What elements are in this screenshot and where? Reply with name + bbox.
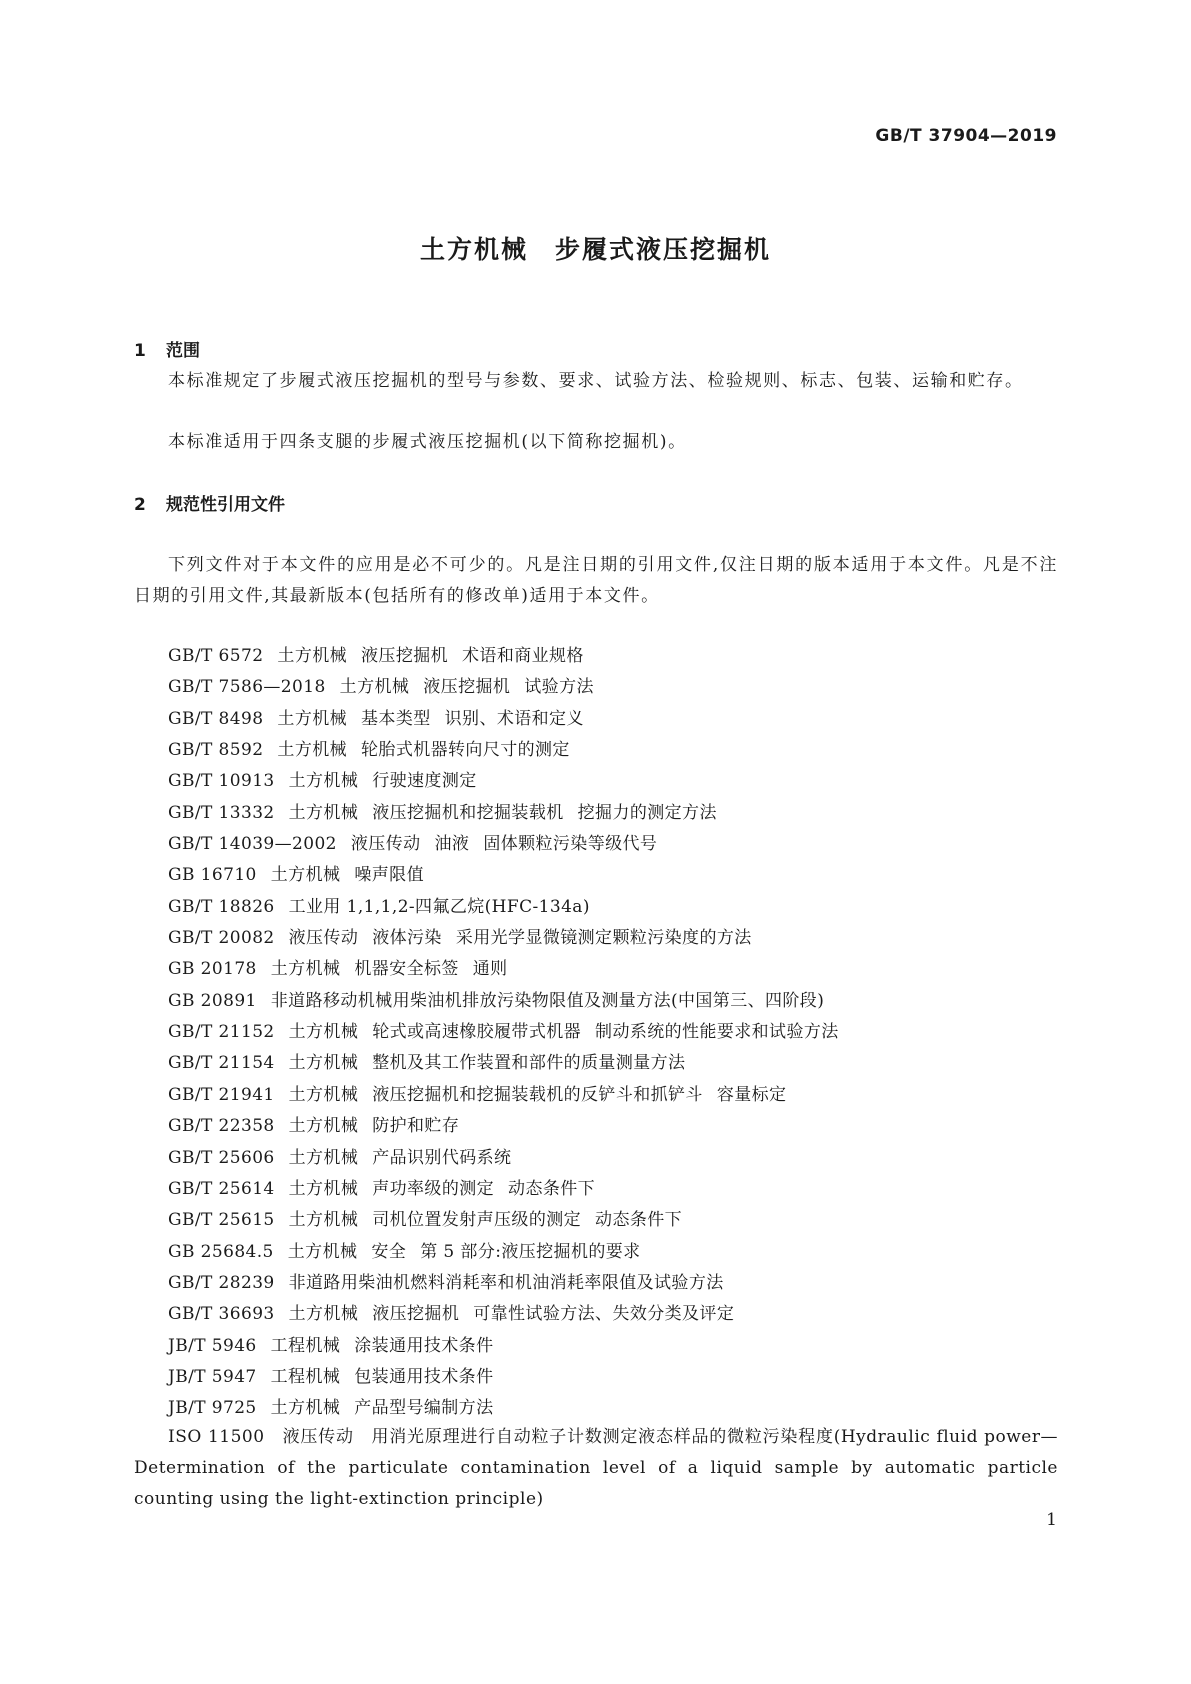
reference-item	[168, 766, 1058, 797]
reference-item	[168, 641, 1058, 672]
reference-title-part: 土方机械	[270, 959, 341, 980]
reference-item	[168, 1299, 1058, 1330]
reference-code: JB/T 5947	[168, 1366, 257, 1387]
reference-title-part: 土方机械	[288, 1022, 359, 1043]
scope-paragraph-1: 本标准规定了步履式液压挖掘机的型号与参数、要求、试验方法、检验规则、标志、包装、运输和贮存。	[168, 371, 1024, 391]
reference-code: GB/T 25606	[168, 1147, 275, 1168]
section-2-number: 2	[134, 495, 146, 515]
reference-code: GB/T 6572	[168, 646, 264, 666]
reference-title-part: 土方机械	[288, 1210, 359, 1231]
reference-title-part: 基本类型	[361, 708, 431, 729]
reference-title-part: 行驶速度测定	[372, 771, 477, 792]
reference-title-part: 第 5 部分:液压挖掘机的要求	[420, 1241, 641, 1262]
reference-list	[168, 641, 1058, 1425]
reference-item	[168, 1080, 1058, 1111]
reference-code: GB/T 21154	[168, 1053, 275, 1074]
reference-item	[168, 954, 1058, 985]
reference-code: GB/T 21152	[168, 1022, 275, 1043]
reference-title-part: 土方机械	[339, 677, 410, 698]
reference-code: GB 25684.5	[168, 1241, 274, 1262]
reference-title-part: 土方机械	[288, 1304, 359, 1325]
reference-item	[168, 1237, 1058, 1268]
reference-title-part: 液压传动	[288, 928, 359, 949]
reference-code: GB/T 28239	[168, 1272, 275, 1293]
reference-title-part: 产品型号编制方法	[354, 1398, 494, 1419]
reference-code: GB/T 25614	[168, 1178, 275, 1199]
reference-code: GB 20891	[168, 990, 257, 1011]
reference-item	[168, 1143, 1058, 1174]
reference-code: GB/T 22358	[168, 1116, 275, 1137]
reference-title-part: 液压挖掘机和挖掘装载机	[372, 802, 564, 823]
reference-title-part: 液压挖掘机	[361, 646, 449, 666]
reference-code: GB 20178	[168, 959, 257, 980]
reference-title-part: 可靠性试验方法、失效分类及评定	[473, 1304, 735, 1325]
reference-title-part: 轮式或高速橡胶履带式机器	[372, 1022, 582, 1043]
reference-code: JB/T 5946	[168, 1335, 257, 1356]
iso-reference: ISO 11500 液压传动 用消光原理进行自动粒子计数测定液态样品的微粒污染程度(Hydraulic fluid power—Determination of the particulate contamination level of a liquid sample by automatic particle counting using the light-extinction principle)	[134, 1427, 1058, 1509]
reference-title-part: 工程机械	[270, 1366, 341, 1387]
reference-title-part: 土方机械	[287, 1241, 358, 1262]
reference-title-part: 轮胎式机器转向尺寸的测定	[361, 740, 570, 761]
reference-title-part: 非道路移动机械用柴油机排放污染物限值及测量方法(中国第三、四阶段)	[270, 990, 825, 1011]
reference-code: GB/T 20082	[168, 928, 275, 949]
reference-title-part: 土方机械	[288, 1178, 359, 1199]
reference-title-part: 土方机械	[288, 1053, 359, 1074]
reference-title-part: 容量标定	[716, 1084, 787, 1105]
reference-title-part: 土方机械	[288, 1116, 359, 1137]
reference-title-part: 土方机械	[277, 708, 348, 729]
reference-title-part: 土方机械	[288, 1084, 359, 1105]
reference-code: GB/T 10913	[168, 771, 275, 792]
reference-code: GB/T 18826	[168, 896, 275, 917]
reference-title-part: 土方机械	[288, 802, 359, 823]
page-number: 1	[1046, 1510, 1057, 1530]
reference-code: GB 16710	[168, 865, 257, 886]
reference-title-part: 采用光学显微镜测定颗粒污染度的方法	[455, 928, 752, 949]
reference-title-part: 土方机械	[277, 646, 348, 666]
reference-title-part: 涂装通用技术条件	[354, 1335, 494, 1356]
reference-title-part: 液体污染	[372, 928, 442, 949]
reference-title-part: 识别、术语和定义	[444, 708, 584, 729]
reference-title-part: 安全	[371, 1241, 407, 1262]
reference-title-part: 整机及其工作装置和部件的质量测量方法	[372, 1053, 686, 1074]
reference-item	[168, 798, 1058, 829]
reference-title-part: 液压挖掘机和挖掘装载机的反铲斗和抓铲斗	[372, 1084, 703, 1105]
document-title: 土方机械 步履式液压挖掘机	[419, 235, 771, 264]
reference-title-part: 挖掘力的测定方法	[577, 802, 717, 823]
reference-title-part: 油液	[434, 834, 470, 855]
reference-title-part: 土方机械	[277, 740, 348, 761]
reference-item	[168, 1331, 1058, 1362]
reference-code: GB/T 14039—2002	[168, 834, 337, 855]
scope-paragraph-2: 本标准适用于四条支腿的步履式液压挖掘机(以下简称挖掘机)。	[168, 432, 687, 452]
reference-item	[168, 986, 1058, 1017]
reference-title-part: 土方机械	[288, 1147, 359, 1168]
reference-item	[168, 1362, 1058, 1393]
reference-item	[168, 860, 1058, 891]
reference-code: GB/T 25615	[168, 1210, 275, 1231]
reference-title-part: 土方机械	[288, 771, 359, 792]
reference-item	[168, 704, 1058, 735]
reference-title-part: 声功率级的测定	[372, 1178, 495, 1199]
reference-item	[168, 1268, 1058, 1299]
reference-title-part: 液压传动	[350, 834, 421, 855]
section-1-number: 1	[134, 341, 146, 361]
reference-code: GB/T 13332	[168, 802, 275, 823]
section-1-heading	[134, 336, 200, 361]
reference-item	[168, 735, 1058, 766]
reference-code: JB/T 9725	[168, 1398, 257, 1419]
reference-item	[168, 1048, 1058, 1079]
reference-title-part: 包装通用技术条件	[354, 1366, 494, 1387]
reference-code: GB/T 7586—2018	[168, 677, 326, 698]
reference-item	[168, 829, 1058, 860]
reference-title-part: 噪声限值	[354, 865, 424, 886]
reference-code: GB/T 8592	[168, 740, 264, 761]
reference-code: GB/T 36693	[168, 1304, 275, 1325]
reference-title-part: 动态条件下	[508, 1178, 596, 1199]
references-intro: 下列文件对于本文件的应用是必不可少的。凡是注日期的引用文件,仅注日期的版本适用于本文件。凡是不注日期的引用文件,其最新版本(包括所有的修改单)适用于本文件。	[134, 555, 1058, 606]
section-1-title: 范围	[166, 341, 200, 361]
reference-code: GB/T 8498	[168, 708, 264, 729]
reference-title-part: 动态条件下	[595, 1210, 683, 1231]
reference-title-part: 通则	[472, 959, 508, 980]
reference-item	[168, 1205, 1058, 1236]
reference-title-part: 工业用 1,1,1,2-四氟乙烷(HFC-134a)	[288, 896, 590, 917]
reference-title-part: 液压挖掘机	[372, 1304, 460, 1325]
reference-title-part: 机器安全标签	[354, 959, 459, 980]
section-2-title: 规范性引用文件	[166, 495, 285, 515]
reference-title-part: 土方机械	[270, 865, 341, 886]
reference-title-part: 试验方法	[524, 677, 594, 698]
reference-title-part: 制动系统的性能要求和试验方法	[595, 1022, 839, 1043]
reference-title-part: 固体颗粒污染等级代号	[483, 834, 658, 855]
reference-item	[168, 923, 1058, 954]
reference-item	[168, 672, 1058, 703]
reference-item	[168, 892, 1058, 923]
reference-item	[168, 1174, 1058, 1205]
reference-item	[168, 1017, 1058, 1048]
reference-item	[168, 1111, 1058, 1142]
reference-title-part: 术语和商业规格	[462, 646, 584, 666]
standard-code: GB/T 37904—2019	[875, 126, 1057, 146]
reference-title-part: 司机位置发射声压级的测定	[372, 1210, 582, 1231]
reference-title-part: 土方机械	[270, 1398, 341, 1419]
reference-item	[168, 1393, 1058, 1424]
reference-title-part: 产品识别代码系统	[372, 1147, 512, 1168]
section-2-heading	[134, 490, 285, 515]
reference-code: GB/T 21941	[168, 1084, 275, 1105]
reference-title-part: 非道路用柴油机燃料消耗率和机油消耗率限值及试验方法	[288, 1272, 724, 1293]
reference-title-part: 工程机械	[270, 1335, 341, 1356]
reference-title-part: 防护和贮存	[372, 1116, 460, 1137]
reference-title-part: 液压挖掘机	[423, 677, 511, 698]
